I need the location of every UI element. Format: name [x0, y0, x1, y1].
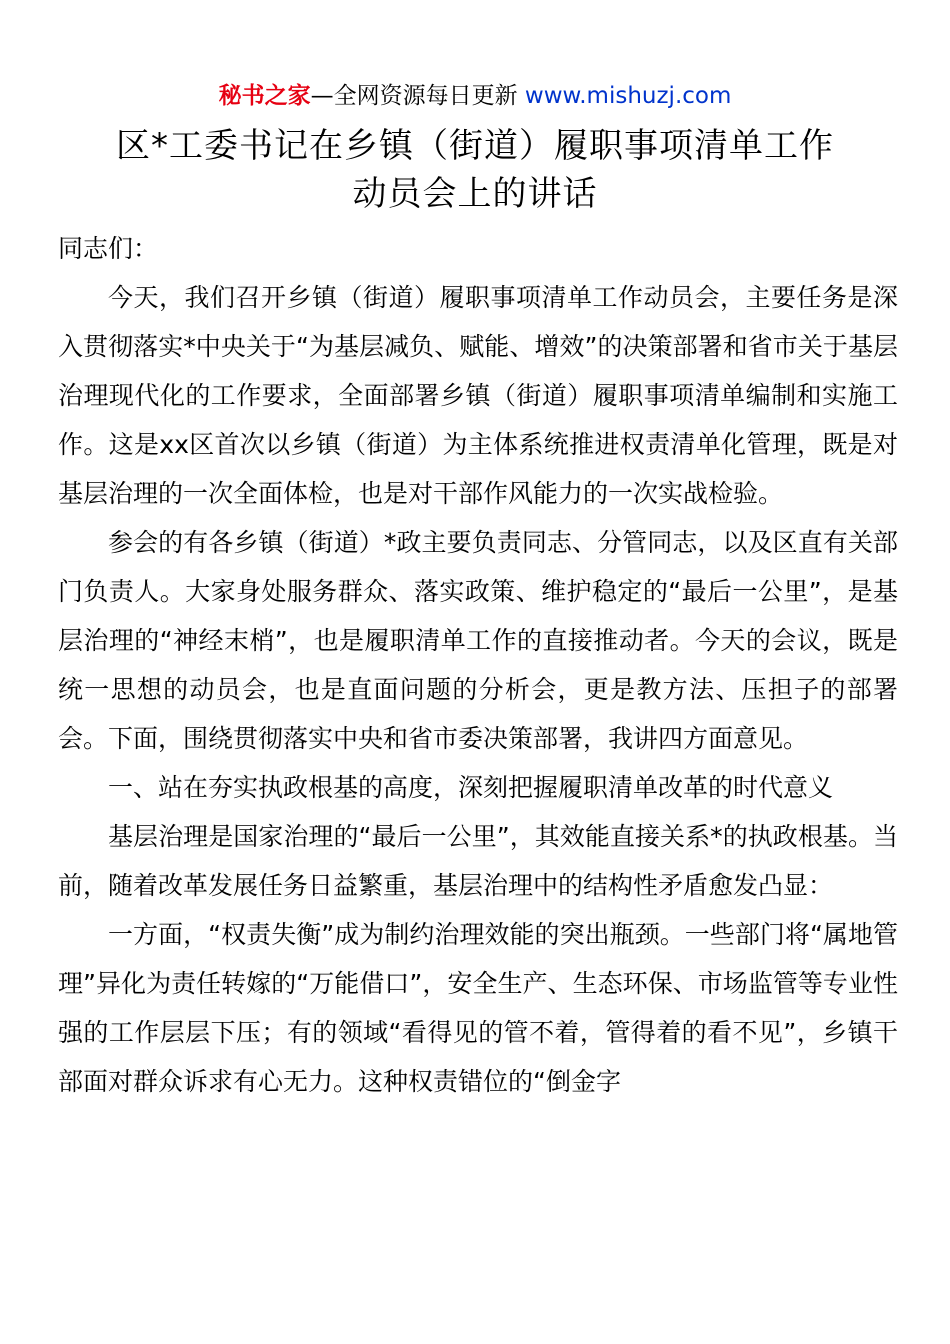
document-title-line-1: 区*工委书记在乡镇（街道）履职事项清单工作 — [116, 126, 834, 166]
paragraph: 一方面，“权责失衡”成为制约治理效能的突出瓶颈。一些部门将“属地管理”异化为责任转嫁的“万能借口”，安全生产、生态环保、市场监管等专业性强的工作层层下压；有的领域“看得见的管不着，管得着的看不见”，乡镇干部面对群众诉求有心无力。这种权责错位的“倒金字 — [58, 920, 898, 1096]
brand-name: 秘书之家 — [218, 83, 311, 109]
document-body — [58, 224, 898, 1106]
banner-slogan: —全网资源每日更新 — [310, 83, 525, 109]
site-banner — [0, 80, 950, 112]
document-title-line-2: 动员会上的讲话 — [352, 174, 598, 214]
paragraph: 今天，我们召开乡镇（街道）履职事项清单工作动员会，主要任务是深入贯彻落实*中央关于“为基层减负、赋能、增效”的决策部署和省市关于基层治理现代化的工作要求，全面部署乡镇（街道）履职事项清单编制和实施工作。这是xx区首次以乡镇（街道）为主体系统推进权责清单化管理，既是对基层治理的一次全面体检，也是对干部作风能力的一次实战检验。 — [58, 283, 898, 508]
paragraph: 基层治理是国家治理的“最后一公里”，其效能直接关系*的执政根基。当前，随着改革发展任务日益繁重，基层治理中的结构性矛盾愈发凸显： — [58, 822, 898, 900]
salutation: 同志们： — [58, 234, 159, 263]
site-url[interactable]: www.mishuzj.com — [524, 83, 732, 109]
section-heading: 一、站在夯实执政根基的高度，深刻把握履职清单改革的时代意义 — [108, 773, 834, 802]
paragraph: 参会的有各乡镇（街道）*政主要负责同志、分管同志，以及区直有关部门负责人。大家身处服务群众、落实政策、维护稳定的“最后一公里”，是基层治理的“神经末梢”，也是履职清单工作的直接推动者。今天的会议，既是统一思想的动员会，也是直面问题的分析会，更是教方法、压担子的部署会。下面，围绕贯彻落实中央和省市委决策部署，我讲四方面意见。 — [58, 528, 898, 753]
